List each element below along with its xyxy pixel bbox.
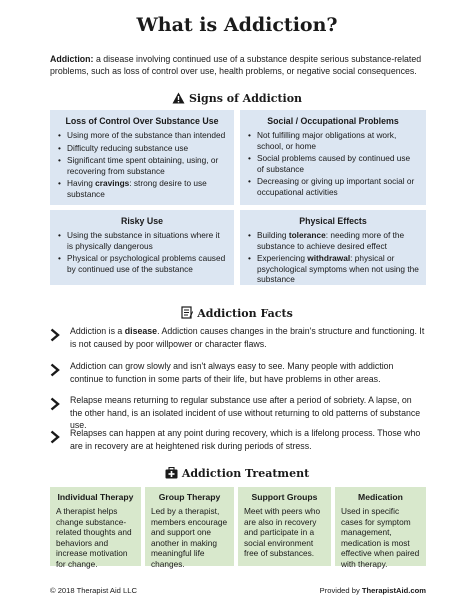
signs-box-loss-of-control — [50, 110, 234, 205]
box-title: Group Therapy — [158, 492, 221, 502]
treatment-heading-text: Addiction Treatment — [181, 467, 310, 480]
facts-heading — [0, 306, 474, 320]
treatment-heading — [0, 467, 474, 480]
fact-item — [50, 325, 426, 350]
medical-kit-icon — [165, 467, 178, 479]
treatment-box-support-groups — [238, 487, 331, 566]
treatment-box-group-therapy — [145, 487, 234, 569]
fact-item — [50, 394, 426, 432]
box-text: A therapist helps change substance-related thoughts and behaviors and increase motivation for change. — [56, 506, 132, 569]
intro-definition — [50, 53, 426, 77]
list-item: • Social problems caused by continued use of substance — [247, 153, 419, 174]
box-title: Physical Effects — [299, 216, 367, 226]
item-text: Experiencing — [257, 253, 308, 263]
item-text: : needing more of the substance to achieve desired effect — [257, 230, 405, 251]
list-item: • Using the substance in situations where it is physically dangerous — [57, 230, 227, 251]
footer-provided-text: Provided by — [319, 586, 362, 595]
footer-site-link[interactable]: TherapistAid.com — [361, 586, 426, 595]
footer-provided-by — [320, 586, 426, 595]
fact-term: disease — [124, 326, 158, 336]
list-item: • Physical or psychological problems caused by continued use of the substance — [57, 253, 227, 274]
box-title: Social / Occupational Problems — [267, 116, 399, 126]
signs-heading — [0, 92, 474, 105]
fact-text: Addiction is a — [70, 326, 125, 336]
box-title: Individual Therapy — [57, 492, 134, 502]
item-term: withdrawal — [307, 253, 351, 263]
facts-heading-text: Addiction Facts — [197, 307, 293, 320]
list-item — [247, 253, 419, 285]
intro-text: a disease involving continued use of a substance despite serious substance-related problems, such as loss of control over use, health problems, or negative social consequences. — [50, 54, 422, 76]
list-item: • Using more of the substance than intended — [57, 130, 227, 141]
item-term: tolerance — [288, 230, 326, 240]
list-item: • Significant time spent obtaining, using, or recovering from substance — [57, 155, 227, 176]
footer-copyright: © 2018 Therapist Aid LLC — [50, 586, 137, 595]
chevron-right-icon — [50, 363, 60, 377]
box-text: Meet with peers who are also in recovery and participate in a social environment free of substances. — [244, 506, 321, 558]
chevron-right-icon — [50, 328, 60, 342]
notepad-icon — [181, 306, 193, 319]
fact-item — [50, 360, 426, 385]
warning-icon — [172, 92, 185, 104]
fact-text: Relapse means returning to regular substance use after a period of sobriety. A lapse, on the other hand, is an isolated incident of use without returning to old patterns of substance use. — [70, 395, 421, 430]
list-item: • Difficulty reducing substance use — [57, 143, 227, 154]
signs-heading-text: Signs of Addiction — [188, 92, 303, 105]
fact-text: Addiction can grow slowly and isn't always easy to see. Many people with addiction continue to function in some parts of their life, but have problems in other areas. — [70, 361, 394, 384]
item-text: Having — [67, 178, 96, 188]
chevron-right-icon — [50, 397, 60, 411]
item-term: cravings — [95, 178, 130, 188]
signs-box-social-occupational — [240, 110, 426, 205]
page-title: What is Addiction? — [136, 14, 338, 36]
item-text: : physical or psychological symptoms when not using the substance — [257, 253, 419, 284]
signs-box-physical-effects — [240, 210, 426, 285]
intro-term: Addiction: — [50, 54, 94, 64]
box-title: Risky Use — [120, 216, 164, 226]
list-item: • Decreasing or giving up important social or occupational activities — [247, 176, 419, 197]
treatment-box-medication — [335, 487, 426, 569]
list-item: • Not fulfilling major obligations at work, school, or home — [247, 130, 419, 151]
box-title: Medication — [358, 492, 403, 502]
treatment-box-individual-therapy — [50, 487, 141, 569]
item-text: : strong desire to use substance — [67, 178, 207, 199]
box-title: Support Groups — [251, 492, 318, 502]
box-text: Used in specific cases for symptom management, medication is most effective when paired with therapy. — [341, 506, 420, 569]
list-item — [57, 178, 227, 199]
item-text: Building — [257, 230, 289, 240]
box-title: Loss of Control Over Substance Use — [65, 116, 219, 126]
signs-box-risky-use — [50, 210, 234, 285]
fact-item — [50, 427, 426, 452]
box-text: Led by a therapist, members encourage and support one another in making meaningful life changes. — [151, 506, 228, 569]
fact-text: . Addiction causes changes in the brain's structure and functioning. It is not caused by poor willpower or character flaws. — [70, 326, 425, 349]
list-item — [247, 230, 419, 251]
fact-text: Relapses can happen at any point during recovery, which is a lifelong process. Those who are in recovery are at heightened risk during periods of stress. — [70, 428, 421, 451]
chevron-right-icon — [50, 430, 60, 444]
